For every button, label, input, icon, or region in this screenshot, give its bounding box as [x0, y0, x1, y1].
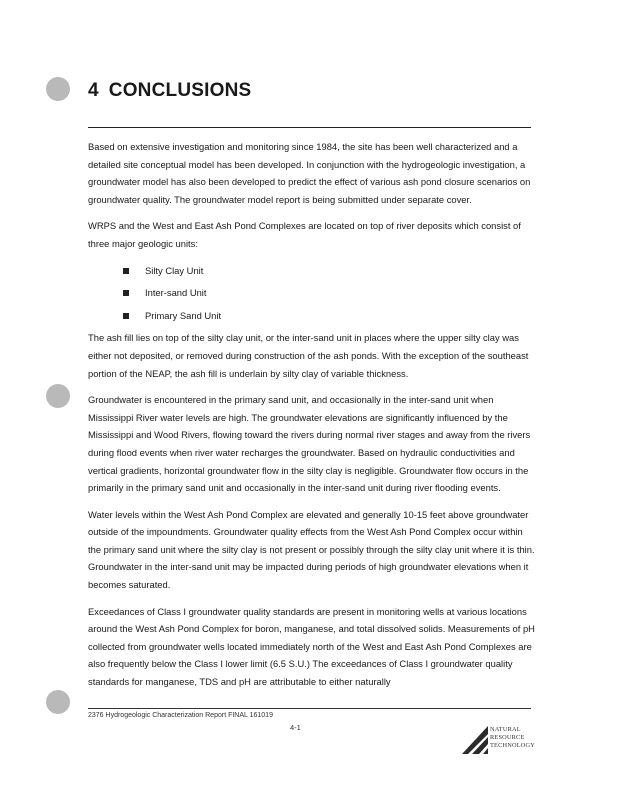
footer-report-name: 2376 Hydrogeologic Characterization Report FINAL 161019: [88, 712, 273, 719]
bullet-square-icon: [123, 290, 129, 296]
paragraph-geologic-intro: WRPS and the West and East Ash Pond Complexes are located on top of river deposits which consist of three major geologic units:: [88, 220, 521, 249]
list-item: Inter-sand Unit: [123, 284, 536, 302]
paragraph-ash-fill: The ash fill lies on top of the silty clay unit, or the inter-sand unit in places where the upper silty clay was either not deposited, or removed during construction of the ash ponds. With the exception of the southeast portion of the NEAP, the ash fill is underlain by silty clay of variable thickness.: [88, 332, 529, 379]
list-item: Primary Sand Unit: [123, 307, 536, 325]
section-title: CONCLUSIONS: [108, 80, 252, 101]
heading-rule: [88, 127, 531, 128]
bullet-square-icon: [123, 313, 129, 319]
section-number: 4: [88, 80, 99, 101]
footer-rule: [88, 708, 531, 709]
paragraph-exceedances: Exceedances of Class I groundwater quality standards are present in monitoring wells at various locations around the West Ash Pond Complex for boron, manganese, and total dissolved solids. Measurements of pH collected from groundwater wells located immediately north of the West and East Ash Pond Complexes are also frequently below the Class I lower limit (6.5 S.U.) The exceedances of Class I groundwater quality standards for manganese, TDS and pH are attributable to either naturally: [88, 605, 535, 688]
paragraph-site-model: Based on extensive investigation and monitoring since 1984, the site has been well characterized and a detailed site conceptual model has been developed. In conjunction with the hydrogeologic investigation, a groundwater model has also been developed to predict the effect of various ash pond closure scenarios on groundwater quality. The groundwater model report is being submitted under separate cover.: [88, 141, 531, 205]
geologic-units-list: [88, 262, 536, 325]
section-heading: [88, 80, 251, 102]
body-text: [88, 138, 536, 700]
binder-hole-bottom: [46, 690, 70, 714]
page-number: 4-1: [290, 723, 301, 732]
logo-text: NATURAL RESOURCE TECHNOLOGY: [490, 726, 536, 749]
binder-hole-top: [46, 77, 70, 101]
company-logo: [460, 722, 540, 758]
paragraph-groundwater-flow: Groundwater is encountered in the primary sand unit, and occasionally in the inter-sand unit when Mississippi River water levels are high. The groundwater elevations are significantly influenced by the Mississippi and Wood Rivers, flowing toward the rivers during normal river stages and away from the rivers during flood events when river water recharges the groundwater. Based on hydraulic conductivities and vertical gradients, horizontal groundwater flow in the silty clay is negligible. Groundwater flow occurs in the primarily in the primary sand unit and occasionally in the inter-sand unit during river flooding events.: [88, 394, 531, 494]
logo-mark-icon: [460, 722, 490, 756]
binder-hole-middle: [46, 384, 70, 408]
list-item: Silty Clay Unit: [123, 262, 536, 280]
paragraph-water-levels: Water levels within the West Ash Pond Complex are elevated and generally 10-15 feet above groundwater outside of the impoundments. Groundwater quality effects from the West Ash Pond Complex occur within the primary sand unit where the silty clay is not present or possibly through the silty clay unit where it is thin. Groundwater in the inter-sand unit may be impacted during periods of high groundwater elevations when it becomes saturated.: [88, 508, 535, 591]
bullet-square-icon: [123, 268, 129, 274]
